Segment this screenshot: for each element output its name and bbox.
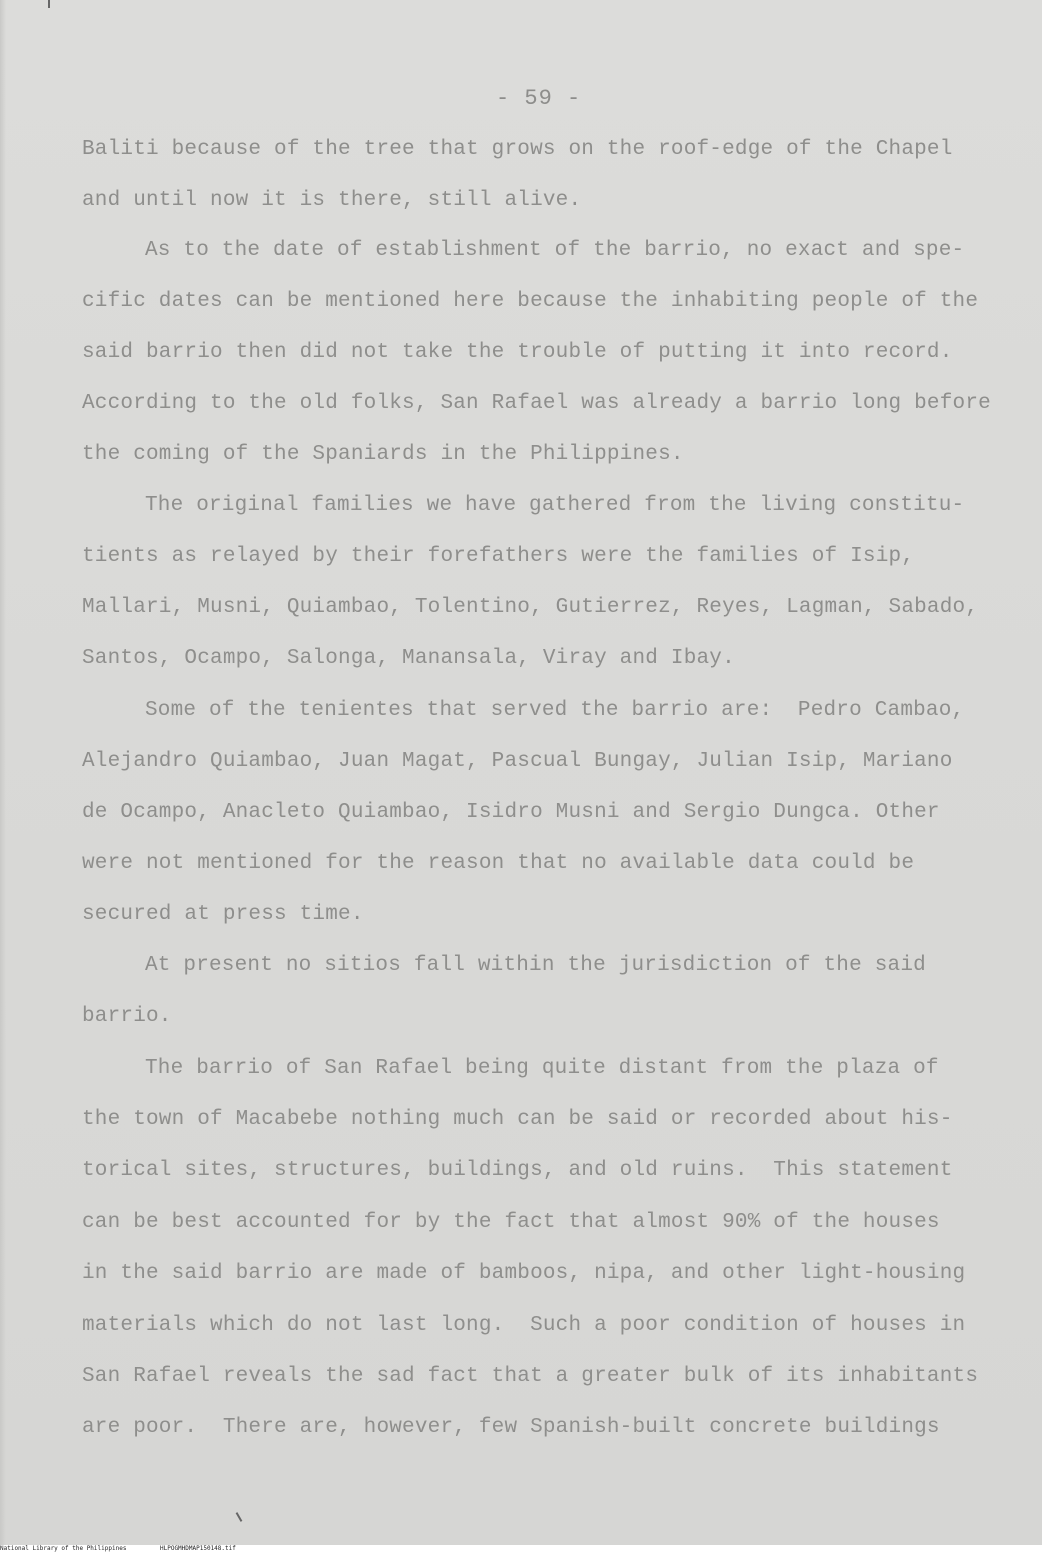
text-line: were not mentioned for the reason that no available data could be [82,852,915,875]
text-line: cific dates can be mentioned here because the inhabiting people of the [82,290,979,313]
text-line: The original families we have gathered from the living constitu- [145,494,965,517]
text-line: As to the date of establishment of the barrio, no exact and spe- [145,239,965,262]
text-line: According to the old folks, San Rafael was already a barrio long before [82,392,991,415]
text-line: the coming of the Spaniards in the Philippines. [82,443,684,466]
text-line: the town of Macabebe nothing much can be said or recorded about his- [82,1108,953,1131]
footer-strip [0,1545,1042,1553]
footer-library: National Library of the Philippines [0,1545,127,1552]
text-line: de Ocampo, Anacleto Quiambao, Isidro Musni and Sergio Dungca. Other [82,801,940,824]
text-line: Mallari, Musni, Quiambao, Tolentino, Gutierrez, Reyes, Lagman, Sabado, [82,596,979,619]
stray-mark [236,1512,243,1522]
page-edge-shadow [0,0,6,1545]
text-line: said barrio then did not take the trouble of putting it into record. [82,341,953,364]
text-line: At present no sitios fall within the jurisdiction of the said [145,954,926,977]
text-line: The barrio of San Rafael being quite distant from the plaza of [145,1057,939,1080]
footer-filename: HLPOGMHDMAP150148.tif [160,1545,236,1552]
text-line: tients as relayed by their forefathers were the families of Isip, [82,545,915,568]
text-line: in the said barrio are made of bamboos, nipa, and other light-housing [82,1262,966,1285]
scan-mark [48,0,50,8]
text-line: Alejandro Quiambao, Juan Magat, Pascual Bungay, Julian Isip, Mariano [82,750,953,773]
text-line: Baliti because of the tree that grows on the roof-edge of the Chapel [82,138,953,161]
text-line: Santos, Ocampo, Salonga, Manansala, Viray and Ibay. [82,647,735,670]
text-line: San Rafael reveals the sad fact that a greater bulk of its inhabitants [82,1365,979,1388]
text-line: barrio. [82,1005,172,1028]
text-line: secured at press time. [82,903,364,926]
text-line: are poor. There are, however, few Spanish-built concrete buildings [82,1416,940,1439]
text-line: can be best accounted for by the fact that almost 90% of the houses [82,1211,940,1234]
page-number: - 59 - [496,86,582,111]
text-line: and until now it is there, still alive. [82,189,582,212]
text-line: materials which do not last long. Such a poor condition of houses in [82,1314,966,1337]
text-line: Some of the tenientes that served the barrio are: Pedro Cambao, [145,699,965,722]
text-line: torical sites, structures, buildings, and old ruins. This statement [82,1159,953,1182]
